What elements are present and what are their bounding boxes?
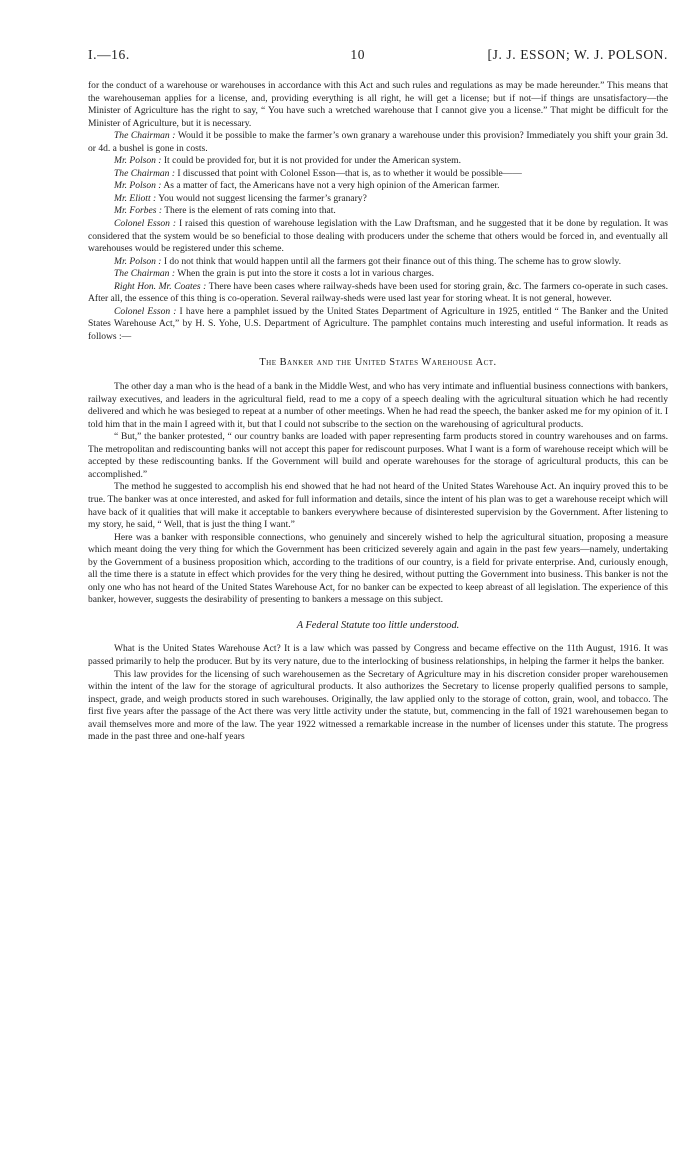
speaker-name: Mr. Polson : bbox=[114, 255, 162, 267]
paragraph-text: I do not think that would happen until all the farmers got their finance out of this thing. The scheme has to grow slowly. bbox=[163, 255, 621, 267]
speaker-name: The Chairman : bbox=[114, 167, 175, 179]
paragraph-text: I have here a pamphlet issued by the United States Department of Agriculture in 1925, entitled “ The Banker and the United States Warehouse Act,” by H. S. Yohe, U.S. Department of Agriculture. The pamphlet contains much interesting and useful information. It reads as follows :— bbox=[88, 305, 668, 342]
section-paragraph: The other day a man who is the head of a bank in the Middle West, and who has very intimate and influential business connections with bankers, railway executives, and leaders in the agricultural field, read to me a copy of a speech dealing with the agricultural situation which he had recently delivered and which he was besieged to repeat at a number of other meetings. When he had read the speech, the banker asked me for my opinion of it. I told him that in the main I agreed with it, but that I could not subscribe to the section on the warehousing of agricultural products. bbox=[88, 381, 668, 430]
paragraph-text: When the grain is put into the store it costs a lot in various charges. bbox=[177, 268, 434, 280]
section-paragraph: The method he suggested to accomplish his end showed that he had not heard of the United States Warehouse Act. An inquiry proved this to be true. The banker was at once interested, and asked for full information and details, since the intent of his plan was to get a warehouse receipt which will have back of it qualities that will make it acceptable to bankers everywhere because of disinterested supervision by the Government. After listening to my story, he said, “ Well, that is just the thing I want.” bbox=[88, 481, 668, 531]
exchange-paragraph bbox=[88, 193, 668, 206]
paragraph-text: Would it be possible to make the farmer’s own granary a warehouse under this provision? Immediately you shift your grain 3d. or 4d. a bushel is gone in costs. bbox=[88, 130, 669, 154]
paragraph-text: You would not suggest licensing the farmer’s granary? bbox=[158, 192, 367, 204]
subsection-paragraph: This law provides for the licensing of such warehousemen as the Secretary of Agriculture may in his discretion consider proper warehousemen within the intent of the law for the storage of agricultural products. It also authorizes the Secretary to license properly qualified persons to sample, inspect, grade, and weigh products stored in such warehouses. Originally, the law applied only to the storage of cotton, grain, wool, and tobacco. The first five years after the passage of the Act there was very little activity under the statute, but, commencing in the fall of 1921 warehousemen began to avail themselves more and more of the law. The year 1922 witnessed a remarkable increase in the number of licenses under this statute. The progress made in the past three and one-half years bbox=[88, 668, 668, 743]
exchange-paragraph bbox=[88, 130, 668, 155]
section-paragraph: Here was a banker with responsible connections, who genuinely and sincerely wished to help the agricultural situation, proposing a measure which meant doing the very thing for which the Government has been criticized severely again and again in the past few years—namely, undertaking by the Government of a business proposition which, according to the traditions of our country, is a field for private enterprise. And, curiously enough, all the time there is a statute in effect which provides for the very thing he desired, without putting the Government into business. This banker is not the only one who has not heard of the United States Warehouse Act, for no banker can be expected to keep abreast of all legislation. The experience of this banker, however, suggests the desirability of presenting to bankers a message on this subject. bbox=[88, 531, 668, 606]
exchange-paragraph bbox=[88, 306, 668, 344]
speaker-name: Colonel Esson : bbox=[114, 305, 177, 317]
page-number: 10 bbox=[350, 47, 366, 62]
exchange-paragraph bbox=[88, 268, 668, 281]
paragraph-text: There is the element of rats coming into that. bbox=[164, 205, 336, 217]
paragraph-text: As a matter of fact, the Americans have not a very high opinion of the American farmer. bbox=[163, 180, 500, 192]
running-head bbox=[88, 47, 668, 63]
exchange-paragraph bbox=[88, 168, 668, 181]
paragraph-text: It could be provided for, but it is not provided for under the American system. bbox=[163, 155, 461, 167]
continued-paragraph bbox=[88, 80, 668, 130]
section-heading: The Banker and the United States Warehouse Act. bbox=[259, 357, 497, 369]
speaker-name: Mr. Forbes : bbox=[114, 205, 162, 217]
speaker-name: Mr. Polson : bbox=[114, 180, 162, 192]
paragraph-text: for the conduct of a warehouse or warehouses in accordance with this Act and such rules and regulations as may be made hereunder.” This means that the warehouseman applies for a license, and, providing everything is all right, he will get a license; but if not—if things are unsatisfactory—the Minister of Agriculture has the right to say, “ You have such a wretched warehouse that I cannot give you a license.” That might be difficult for the Minister of Agriculture, but it is necessary. bbox=[88, 80, 668, 129]
subsection-heading: A Federal Statute too little understood. bbox=[296, 619, 460, 631]
speaker-name: Colonel Esson : bbox=[114, 218, 177, 230]
exchange-paragraph bbox=[88, 281, 668, 306]
speaker-name: The Chairman : bbox=[114, 268, 175, 280]
subsection-paragraph: What is the United States Warehouse Act? It is a law which was passed by Congress and became effective on the 11th August, 1916. It was passed primarily to help the producer. But by its very nature, due to the interlocking of business relationships, in helping the farmer it helps the banker. bbox=[88, 643, 668, 667]
speaker-name: The Chairman : bbox=[114, 130, 176, 142]
exchange-paragraph bbox=[88, 205, 668, 218]
speaker-name: Right Hon. Mr. Coates : bbox=[114, 280, 207, 292]
speaker-name: Mr. Polson : bbox=[114, 155, 162, 167]
document-reference: I.—16. bbox=[88, 47, 130, 62]
witness-names: [J. J. ESSON; W. J. POLSON. bbox=[487, 47, 668, 62]
paragraph-text: There have been cases where railway-sheds have been used for storing grain, &c. The farmers co-operate in such cases. After all, the essence of this thing is co-operation. Several railway-sheds were used last year for storing wheat. It is not general, however. bbox=[88, 280, 668, 305]
exchange-paragraph bbox=[88, 180, 668, 193]
paragraph-text: I discussed that point with Colonel Esson—that is, as to whether it would be possible—— bbox=[177, 167, 522, 179]
exchange-paragraph bbox=[88, 256, 668, 269]
speaker-name: Mr. Eliott : bbox=[114, 192, 157, 204]
section-paragraph: “ But,” the banker protested, “ our country banks are loaded with paper representing farm products stored in country warehouses and on farms. The metropolitan and rediscounting banks will not accept this paper for rediscount purposes. What I want is a form of warehouse receipt which will be accepted by these rediscounting banks. If the Government will build and operate warehouses for the storage of agricultural products, this can be accomplished.” bbox=[88, 431, 668, 480]
document-body bbox=[88, 80, 668, 744]
paragraph-text: I raised this question of warehouse legislation with the Law Draftsman, and he suggested that it be done by regulation. It was considered that the system would be so beneficial to those dealing with producers under the scheme that others would be forced in, and eventually all warehouses would be registered under this scheme. bbox=[88, 218, 668, 255]
exchange-paragraph bbox=[88, 155, 668, 168]
exchange-paragraph bbox=[88, 218, 668, 256]
subsection-body bbox=[88, 643, 668, 743]
section-body bbox=[88, 381, 668, 607]
minutes-exchange bbox=[88, 80, 668, 343]
